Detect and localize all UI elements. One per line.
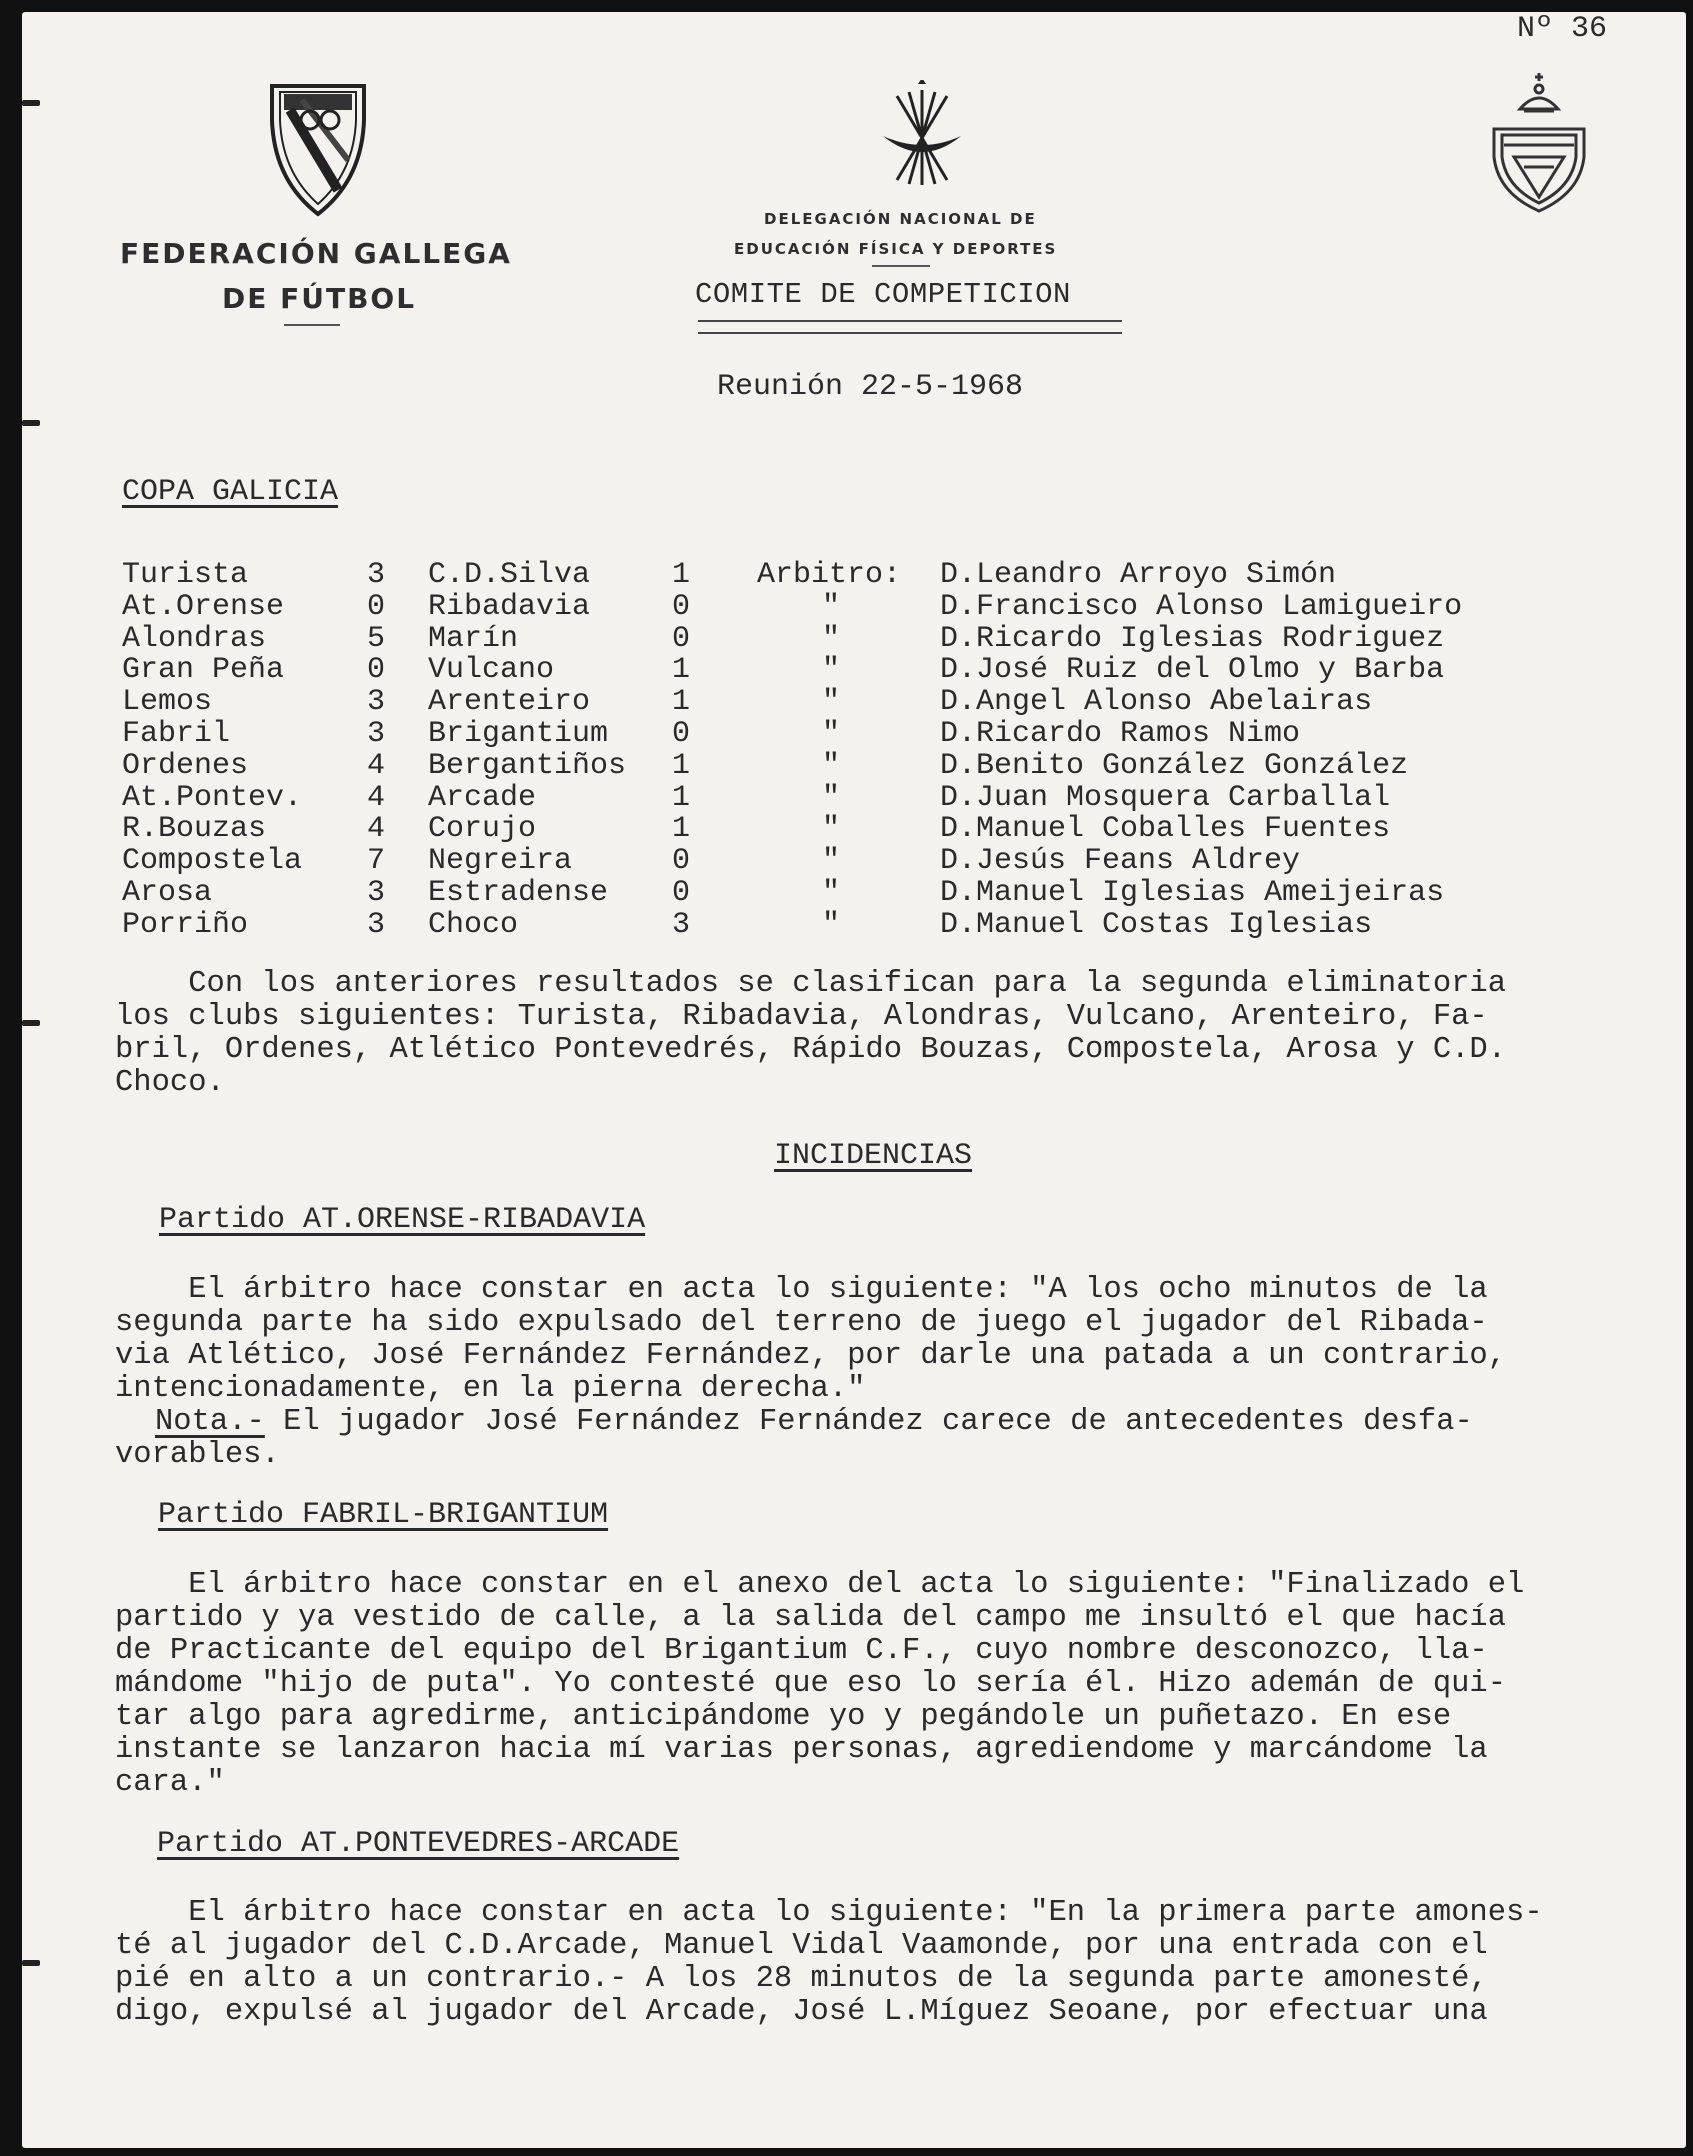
away-team: Brigantium bbox=[428, 717, 609, 751]
classification-paragraph: Con los anteriores resultados se clasifican para la segunda eliminatoria los clubs siguientes: Turista, Ribadavia, Alondras, Vulcano, Arenteiro, Fa- bril, Ordenes, Atlético Pontevedrés, Rápido Bouzas, Compostela, Arosa y C.D. Choco. bbox=[115, 967, 1507, 1100]
referee-label: " bbox=[822, 748, 841, 783]
referee-name: D.Benito González González bbox=[940, 748, 1409, 783]
incident-body: El árbitro hace constar en acta lo siguiente: "En la primera parte amones- té al jugador del C.D.Arcade, Manuel Vidal Vaamonde, por una entrada con el pié en alto a un contrario.- A los 28 minutos de la segunda parte amonesté, digo, expulsé al jugador del Arcade, José L.Míguez Seoane, por efectuar una bbox=[115, 1896, 1543, 2029]
home-team: Gran Peña bbox=[122, 653, 285, 688]
away-goals: 1 bbox=[672, 558, 691, 592]
away-team: Arcade bbox=[428, 780, 537, 815]
away-goals: 0 bbox=[672, 589, 691, 624]
incident-body: El árbitro hace constar en acta lo siguiente: "A los ocho minutos de la segunda parte ha sido expulsado del terreno de juego el jugador del Ribada- via Atlético, José Fernández Fernández, por darle una patada a un contrario, intencionadamente, en la pierna derecha." bbox=[115, 1273, 1507, 1406]
home-goals: 3 bbox=[367, 907, 386, 942]
home-team: At.Pontev. bbox=[122, 780, 303, 815]
crowned-crest-icon bbox=[1484, 67, 1594, 217]
referee-label: " bbox=[822, 780, 841, 815]
referee-name: D.Manuel Costas Iglesias bbox=[940, 907, 1373, 942]
home-team: Alondras bbox=[122, 621, 267, 656]
referee-name: D.Manuel Coballes Fuentes bbox=[940, 812, 1391, 847]
referee-name: D.José Ruiz del Olmo y Barba bbox=[940, 653, 1445, 688]
referee-label: " bbox=[822, 907, 841, 942]
delegation-line2: EDUCACIÓN FÍSICA Y DEPORTES bbox=[734, 240, 1058, 258]
away-team: C.D.Silva bbox=[428, 558, 591, 592]
home-team: R.Bouzas bbox=[122, 812, 267, 847]
competition-title: COPA GALICIA bbox=[122, 475, 339, 509]
committee-title: COMITE DE COMPETICION bbox=[695, 278, 1071, 311]
referee-label: Arbitro: bbox=[757, 558, 902, 592]
federation-name-line1: FEDERACIÓN GALLEGA bbox=[120, 237, 512, 270]
binding-mark bbox=[22, 1020, 40, 1026]
away-goals: 0 bbox=[672, 844, 691, 879]
home-goals: 3 bbox=[367, 685, 386, 720]
home-goals: 0 bbox=[367, 653, 386, 688]
home-goals: 3 bbox=[367, 876, 386, 910]
home-goals: 4 bbox=[367, 748, 386, 783]
home-team: At.Orense bbox=[122, 589, 285, 624]
away-goals: 1 bbox=[672, 748, 691, 783]
referee-label: " bbox=[822, 685, 841, 720]
delegation-line1: DELEGACIÓN NACIONAL DE bbox=[764, 210, 1037, 228]
referee-name: D.Juan Mosquera Carballal bbox=[940, 780, 1391, 815]
federation-divider bbox=[284, 324, 340, 326]
away-goals: 3 bbox=[672, 907, 691, 942]
home-team: Arosa bbox=[122, 876, 213, 910]
home-goals: 5 bbox=[367, 621, 386, 656]
note-label: Nota.- bbox=[155, 1405, 265, 1439]
away-team: Estradense bbox=[428, 876, 609, 910]
away-team: Vulcano bbox=[428, 653, 555, 688]
referee-name: D.Ricardo Iglesias Rodriguez bbox=[940, 621, 1445, 656]
referee-label: " bbox=[822, 717, 841, 751]
referee-label: " bbox=[822, 589, 841, 624]
referee-name: D.Jesús Feans Aldrey bbox=[940, 844, 1301, 879]
note-text: El jugador José Fernández Fernández carece de antecedentes desfa- bbox=[264, 1405, 1473, 1439]
yoke-arrows-icon bbox=[877, 80, 967, 195]
home-goals: 3 bbox=[367, 717, 386, 751]
home-team: Lemos bbox=[122, 685, 213, 720]
home-goals: 4 bbox=[367, 780, 386, 815]
binding-mark bbox=[22, 420, 40, 426]
committee-double-rule bbox=[698, 320, 1122, 334]
incident-note bbox=[115, 1406, 1686, 1439]
referee-label: " bbox=[822, 844, 841, 879]
incident-title: Partido FABRIL-BRIGANTIUM bbox=[158, 1498, 609, 1532]
home-team: Turista bbox=[122, 558, 249, 592]
document-page bbox=[22, 12, 1686, 2148]
home-team: Fabril bbox=[122, 717, 231, 751]
referee-name: D.Francisco Alonso Lamigueiro bbox=[940, 589, 1463, 624]
incident-title: Partido AT.ORENSE-RIBADAVIA bbox=[159, 1203, 646, 1237]
meeting-date: Reunión 22-5-1968 bbox=[717, 370, 1024, 404]
delegation-divider bbox=[872, 265, 930, 267]
home-goals: 7 bbox=[367, 844, 386, 879]
referee-name: D.Ricardo Ramos Nimo bbox=[940, 717, 1301, 751]
home-team: Ordenes bbox=[122, 748, 249, 783]
incident-title: Partido AT.PONTEVEDRES-ARCADE bbox=[157, 1827, 680, 1861]
incident-body: El árbitro hace constar en el anexo del acta lo siguiente: "Finalizado el partido y ya vestido de calle, a la salida del campo me insultó el que hacía de Practicante del equipo del Brigantium C.F., cuyo nombre desconozco, lla- mándome "hijo de puta". Yo contesté que eso lo sería él. Hizo ademán de qui- tar algo para agredirme, anticipándome yo y pegándole un puñetazo. En ese instante se lanzaron hacia mí varias personas, agrediendome y marcándome la cara." bbox=[115, 1568, 1525, 1800]
home-goals: 4 bbox=[367, 812, 386, 847]
binding-mark bbox=[22, 1960, 40, 1966]
away-goals: 0 bbox=[672, 717, 691, 751]
federation-name-line2: DE FÚTBOL bbox=[222, 282, 417, 315]
home-team: Porriño bbox=[122, 907, 249, 942]
incident-note-continuation: vorables. bbox=[115, 1438, 280, 1472]
away-team: Corujo bbox=[428, 812, 537, 847]
shield-icon bbox=[262, 80, 374, 220]
referee-name: D.Manuel Iglesias Ameijeiras bbox=[940, 876, 1445, 910]
away-team: Ribadavia bbox=[428, 589, 591, 624]
home-team: Compostela bbox=[122, 844, 303, 879]
document-number: Nº 36 bbox=[1517, 12, 1608, 46]
away-goals: 1 bbox=[672, 780, 691, 815]
home-goals: 3 bbox=[367, 558, 386, 592]
away-goals: 1 bbox=[672, 812, 691, 847]
away-team: Choco bbox=[428, 907, 519, 942]
referee-label: " bbox=[822, 812, 841, 847]
referee-name: D.Leandro Arroyo Simón bbox=[940, 558, 1337, 592]
referee-label: " bbox=[822, 621, 841, 656]
home-goals: 0 bbox=[367, 589, 386, 624]
away-goals: 0 bbox=[672, 621, 691, 656]
away-goals: 1 bbox=[672, 685, 691, 720]
away-team: Bergantiños bbox=[428, 748, 627, 783]
referee-label: " bbox=[822, 876, 841, 910]
referee-label: " bbox=[822, 653, 841, 688]
away-team: Negreira bbox=[428, 844, 573, 879]
incidents-title: INCIDENCIAS bbox=[774, 1139, 973, 1173]
away-team: Arenteiro bbox=[428, 685, 591, 720]
away-goals: 1 bbox=[672, 653, 691, 688]
binding-mark bbox=[22, 100, 40, 106]
away-goals: 0 bbox=[672, 876, 691, 910]
away-team: Marín bbox=[428, 621, 519, 656]
referee-name: D.Angel Alonso Abelairas bbox=[940, 685, 1373, 720]
